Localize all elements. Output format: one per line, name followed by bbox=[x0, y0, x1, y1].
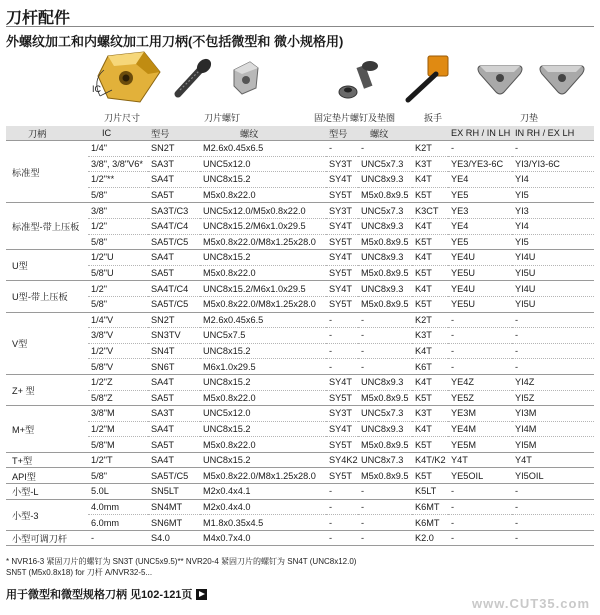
table-cell: YI5U bbox=[512, 265, 594, 281]
ic-label: IC bbox=[92, 84, 101, 94]
table-cell: - bbox=[512, 515, 594, 531]
table-cell: - bbox=[326, 484, 358, 500]
table-cell: K5T bbox=[412, 437, 448, 453]
table-cell: YE4U bbox=[448, 281, 512, 297]
table-cell: M2x0.4x4.0 bbox=[200, 499, 326, 515]
table-cell: K4T bbox=[412, 218, 448, 234]
table-cell: K2T bbox=[412, 312, 448, 328]
table-cell: YE4Z bbox=[448, 374, 512, 390]
table-cell: UNC5x12.0/M5x0.8x22.0 bbox=[200, 203, 326, 219]
table-cell: - bbox=[512, 328, 594, 344]
table-cell: K2.0 bbox=[412, 530, 448, 546]
table-cell: YE4 bbox=[448, 172, 512, 188]
table-cell: UNC8x9.3 bbox=[358, 250, 412, 266]
table-cell: K3T bbox=[412, 406, 448, 422]
table-cell: SN2T bbox=[148, 141, 200, 157]
table-cell: SY5T bbox=[326, 390, 358, 406]
table-cell: M5x0.8x9.5 bbox=[358, 296, 412, 312]
table-cell: 1/2"U bbox=[88, 250, 148, 266]
table-cell: M5x0.8x22.0/M8x1.25x28.0 bbox=[200, 296, 326, 312]
table-cell: SA3T bbox=[148, 406, 200, 422]
table-cell: K4T bbox=[412, 343, 448, 359]
table-cell: - bbox=[358, 343, 412, 359]
table-cell: YE3/YE3-6C bbox=[448, 156, 512, 172]
table-cell: YE5U bbox=[448, 296, 512, 312]
table-cell: M5x0.8x9.5 bbox=[358, 390, 412, 406]
table-cell: 1/2"M bbox=[88, 421, 148, 437]
table-cell: Y4T bbox=[448, 452, 512, 468]
table-cell: K5T bbox=[412, 296, 448, 312]
table-cell: - bbox=[358, 530, 412, 546]
holder-type-cell: V型 bbox=[6, 312, 88, 374]
table-cell: SN4MT bbox=[148, 499, 200, 515]
table-row bbox=[6, 343, 594, 359]
table-cell: - bbox=[326, 328, 358, 344]
table-cell: - bbox=[326, 515, 358, 531]
table-cell: - bbox=[326, 530, 358, 546]
table-cell: YE5 bbox=[448, 187, 512, 203]
table-row bbox=[6, 156, 594, 172]
table-row bbox=[6, 203, 594, 219]
table-cell: 1/2" bbox=[88, 218, 148, 234]
table-cell: - bbox=[512, 359, 594, 375]
table-cell: 1/2"T bbox=[88, 452, 148, 468]
table-cell: 5/8" bbox=[88, 468, 148, 484]
col-header: IC bbox=[88, 126, 148, 141]
table-cell: UNC5x12.0 bbox=[200, 406, 326, 422]
table-cell: YE4M bbox=[448, 421, 512, 437]
table-header-row bbox=[6, 126, 594, 141]
table-cell: SY3T bbox=[326, 156, 358, 172]
table-cell: UNC8x9.3 bbox=[358, 172, 412, 188]
table-cell: - bbox=[512, 499, 594, 515]
clamp-screw-caption: 固定垫片螺钉及垫圈 bbox=[314, 113, 396, 123]
table-cell: SA4T/C4 bbox=[148, 218, 200, 234]
table-cell: SA3T/C3 bbox=[148, 203, 200, 219]
holder-type-cell: 标准型-带上压板 bbox=[6, 203, 88, 250]
table-cell: YE4 bbox=[448, 218, 512, 234]
table-cell: UNC8x7.3 bbox=[358, 452, 412, 468]
table-cell: M2.6x0.45x6.5 bbox=[200, 312, 326, 328]
table-cell: - bbox=[448, 312, 512, 328]
table-cell: - bbox=[448, 515, 512, 531]
table-cell: SY3T bbox=[326, 203, 358, 219]
table-cell: YI3/YI3-6C bbox=[512, 156, 594, 172]
table-row bbox=[6, 468, 594, 484]
holder-type-cell: M+型 bbox=[6, 406, 88, 453]
table-row bbox=[6, 218, 594, 234]
table-cell: SA4T bbox=[148, 374, 200, 390]
table-cell: SA5T bbox=[148, 265, 200, 281]
table-cell: UNC8x15.2 bbox=[200, 250, 326, 266]
table-cell: SY3T bbox=[326, 406, 358, 422]
table-cell: 3/8" bbox=[88, 203, 148, 219]
table-cell: UNC8x15.2/M6x1.0x29.5 bbox=[200, 281, 326, 297]
table-cell: - bbox=[326, 343, 358, 359]
table-cell: YI4 bbox=[512, 218, 594, 234]
col-header bbox=[412, 126, 448, 141]
wrench-caption: 扳手 bbox=[424, 113, 443, 123]
table-cell: 5/8" bbox=[88, 234, 148, 250]
page-title: 刀杆配件 bbox=[6, 10, 71, 27]
table-cell: YI5 bbox=[512, 234, 594, 250]
table-cell: 5/8" bbox=[88, 296, 148, 312]
table-cell: - bbox=[448, 141, 512, 157]
table-cell: - bbox=[326, 359, 358, 375]
table-row bbox=[6, 437, 594, 453]
table-row bbox=[6, 187, 594, 203]
table-cell: S4.0 bbox=[148, 530, 200, 546]
col-header: 型号 bbox=[326, 126, 358, 141]
table-cell: - bbox=[358, 484, 412, 500]
table-cell: - bbox=[448, 499, 512, 515]
table-cell: K4T bbox=[412, 172, 448, 188]
table-row bbox=[6, 328, 594, 344]
table-cell: SN3TV bbox=[148, 328, 200, 344]
table-cell: 5/8"V bbox=[88, 359, 148, 375]
table-cell: SN6MT bbox=[148, 515, 200, 531]
table-cell: SY5T bbox=[326, 468, 358, 484]
table-cell: SA5T/C5 bbox=[148, 234, 200, 250]
table-cell: SN5LT bbox=[148, 484, 200, 500]
holder-type-cell: U型 bbox=[6, 250, 88, 281]
table-cell: M5x0.8x9.5 bbox=[358, 234, 412, 250]
holder-type-cell: 标准型 bbox=[6, 141, 88, 203]
table-cell: SA4T bbox=[148, 421, 200, 437]
watermark: www.CUT35.com bbox=[472, 596, 590, 611]
table-cell: M5x0.8x9.5 bbox=[358, 265, 412, 281]
table-cell: 1/2"V bbox=[88, 343, 148, 359]
holder-type-cell: 小型可调刀杆 bbox=[6, 530, 88, 546]
table-cell: K5LT bbox=[412, 484, 448, 500]
insert-screw-caption: 刀片螺钉 bbox=[204, 113, 241, 123]
table-cell: UNC8x15.2 bbox=[200, 374, 326, 390]
table-cell: - bbox=[512, 484, 594, 500]
table-cell: M6x1.0x29.5 bbox=[200, 359, 326, 375]
table-cell: SY4T bbox=[326, 250, 358, 266]
table-cell: - bbox=[326, 312, 358, 328]
table-cell: - bbox=[326, 499, 358, 515]
table-cell: YE5M bbox=[448, 437, 512, 453]
table-cell: K5T bbox=[412, 265, 448, 281]
table-row bbox=[6, 374, 594, 390]
table-row bbox=[6, 515, 594, 531]
table-row bbox=[6, 312, 594, 328]
table-cell: K4T bbox=[412, 374, 448, 390]
table-cell: SN2T bbox=[148, 312, 200, 328]
table-cell: YE5Z bbox=[448, 390, 512, 406]
table-cell: SY5T bbox=[326, 234, 358, 250]
shim-caption: 刀垫 bbox=[520, 113, 539, 123]
table-cell: - bbox=[448, 359, 512, 375]
table-cell: M5x0.8x22.0/M8x1.25x28.0 bbox=[200, 234, 326, 250]
holder-type-cell: U型-带上压板 bbox=[6, 281, 88, 312]
table-row bbox=[6, 281, 594, 297]
table-cell: K6MT bbox=[412, 499, 448, 515]
table-cell: YE5OIL bbox=[448, 468, 512, 484]
table-cell: K6T bbox=[412, 359, 448, 375]
table-cell: SY5T bbox=[326, 296, 358, 312]
col-header: 刀柄 bbox=[6, 126, 88, 141]
table-cell: 1/4"V bbox=[88, 312, 148, 328]
table-cell: M1.8x0.35x4.5 bbox=[200, 515, 326, 531]
table-cell: YI4U bbox=[512, 250, 594, 266]
table-cell: - bbox=[358, 359, 412, 375]
table-cell: UNC8x15.2 bbox=[200, 172, 326, 188]
table-cell: UNC8x15.2 bbox=[200, 421, 326, 437]
table-cell: M5x0.8x22.0 bbox=[200, 437, 326, 453]
table-cell: UNC8x15.2 bbox=[200, 452, 326, 468]
holder-type-cell: API型 bbox=[6, 468, 88, 484]
table-cell: K4T bbox=[412, 421, 448, 437]
table-cell: 3/8"V bbox=[88, 328, 148, 344]
table-cell: SA4T/C4 bbox=[148, 281, 200, 297]
table-cell: - bbox=[358, 312, 412, 328]
table-cell: 1/2" bbox=[88, 281, 148, 297]
table-row bbox=[6, 390, 594, 406]
table-cell: K2T bbox=[412, 141, 448, 157]
table-cell: SY4T bbox=[326, 218, 358, 234]
shim-left-image bbox=[474, 58, 526, 98]
table-cell: K3T bbox=[412, 156, 448, 172]
table-cell: SA5T bbox=[148, 437, 200, 453]
table-cell: UNC8x15.2/M6x1.0x29.5 bbox=[200, 218, 326, 234]
table-cell: YI3 bbox=[512, 203, 594, 219]
holder-type-cell: 小型-3 bbox=[6, 499, 88, 530]
table-cell: SY4T bbox=[326, 374, 358, 390]
table-cell: YI4Z bbox=[512, 374, 594, 390]
table-row bbox=[6, 234, 594, 250]
page-subtitle: 外螺纹加工和内螺纹加工用刀柄(不包括微型和 微小规格用) bbox=[6, 34, 344, 49]
col-header: IN RH / EX LH bbox=[512, 126, 594, 141]
table-cell: M5x0.8x22.0/M8x1.25x28.0 bbox=[200, 468, 326, 484]
table-cell: SN4T bbox=[148, 343, 200, 359]
table-cell: M5x0.8x22.0 bbox=[200, 390, 326, 406]
table-row bbox=[6, 296, 594, 312]
table-cell: UNC8x15.2 bbox=[200, 343, 326, 359]
table-row bbox=[6, 484, 594, 500]
table-cell: 1/2"** bbox=[88, 172, 148, 188]
table-cell: YI5M bbox=[512, 437, 594, 453]
table-cell: K3T bbox=[412, 328, 448, 344]
table-cell: UNC5x7.3 bbox=[358, 203, 412, 219]
table-row bbox=[6, 359, 594, 375]
accessories-table bbox=[6, 126, 594, 546]
table-cell: SY5T bbox=[326, 265, 358, 281]
table-cell: SA4T bbox=[148, 172, 200, 188]
table-row bbox=[6, 141, 594, 157]
table-cell: 3/8"M bbox=[88, 406, 148, 422]
col-header: 螺纹 bbox=[200, 126, 326, 141]
table-cell: M5x0.8x9.5 bbox=[358, 187, 412, 203]
table-cell: - bbox=[512, 343, 594, 359]
table-cell: YI5Z bbox=[512, 390, 594, 406]
table-cell: - bbox=[88, 530, 148, 546]
table-cell: 6.0mm bbox=[88, 515, 148, 531]
col-header: 螺纹 bbox=[358, 126, 412, 141]
see-pages-link[interactable] bbox=[6, 586, 207, 602]
table-cell: YE4U bbox=[448, 250, 512, 266]
title-divider bbox=[6, 26, 594, 27]
table-cell: UNC8x9.3 bbox=[358, 281, 412, 297]
table-cell: SN6T bbox=[148, 359, 200, 375]
table-cell: UNC5x7.3 bbox=[358, 406, 412, 422]
table-cell: M5x0.8x9.5 bbox=[358, 468, 412, 484]
table-cell: SY4T bbox=[326, 172, 358, 188]
table-cell: UNC5x12.0 bbox=[200, 156, 326, 172]
see-pages-label: 用于微型和微型规格刀柄 见102-121页 bbox=[6, 589, 193, 601]
table-cell: YE5U bbox=[448, 265, 512, 281]
table-cell: 5/8"Z bbox=[88, 390, 148, 406]
table-cell: M2.6x0.45x6.5 bbox=[200, 141, 326, 157]
table-cell: 5/8" bbox=[88, 187, 148, 203]
table-cell: YE3M bbox=[448, 406, 512, 422]
table-cell: - bbox=[448, 343, 512, 359]
table-cell: UNC8x9.3 bbox=[358, 421, 412, 437]
table-cell: 4.0mm bbox=[88, 499, 148, 515]
table-cell: K4T bbox=[412, 250, 448, 266]
table-cell: M2x0.4x4.1 bbox=[200, 484, 326, 500]
table-cell: SA5T bbox=[148, 187, 200, 203]
table-cell: YI4 bbox=[512, 172, 594, 188]
table-cell: - bbox=[326, 141, 358, 157]
table-cell: - bbox=[512, 141, 594, 157]
table-cell: K3CT bbox=[412, 203, 448, 219]
table-cell: - bbox=[448, 484, 512, 500]
table-cell: SA5T bbox=[148, 390, 200, 406]
table-cell: M5x0.8x22.0 bbox=[200, 187, 326, 203]
table-cell: SY4T bbox=[326, 421, 358, 437]
table-cell: 3/8", 3/8"V6* bbox=[88, 156, 148, 172]
table-row bbox=[6, 421, 594, 437]
table-cell: 5/8"U bbox=[88, 265, 148, 281]
table-cell: UNC8x9.3 bbox=[358, 374, 412, 390]
insert-screw-image bbox=[168, 56, 214, 102]
col-header: 型号 bbox=[148, 126, 200, 141]
table-row bbox=[6, 172, 594, 188]
table-cell: M4x0.7x4.0 bbox=[200, 530, 326, 546]
table-cell: - bbox=[358, 515, 412, 531]
table-cell: M5x0.8x9.5 bbox=[358, 437, 412, 453]
table-cell: K5T bbox=[412, 187, 448, 203]
insert-size-caption: 刀片尺寸 bbox=[104, 113, 141, 123]
holder-type-cell: 小型-L bbox=[6, 484, 88, 500]
table-cell: YI3M bbox=[512, 406, 594, 422]
table-cell: K4T bbox=[412, 281, 448, 297]
table-cell: UNC8x9.3 bbox=[358, 218, 412, 234]
footnote-line-1: * NVR16-3 紧固刀片的螺钉为 SN3T (UNC5x9.5)** NVR20-4 紧固刀片的螺钉为 SN4T (UNC8x12.0) bbox=[6, 557, 357, 566]
shim-screw-washer-image bbox=[334, 58, 384, 104]
footnote-line-2: SN5T (M5x0.8x18) for 刀杆 A/NVR32-5... bbox=[6, 568, 153, 577]
table-cell: SA5T/C5 bbox=[148, 296, 200, 312]
table-cell: Y4T bbox=[512, 452, 594, 468]
table-cell: YE3 bbox=[448, 203, 512, 219]
table-cell: M5x0.8x22.0 bbox=[200, 265, 326, 281]
table-cell: 5/8"M bbox=[88, 437, 148, 453]
table-cell: YI5 bbox=[512, 187, 594, 203]
table-cell: SA4T bbox=[148, 250, 200, 266]
table-cell: - bbox=[512, 530, 594, 546]
table-cell: K5T bbox=[412, 234, 448, 250]
table-row bbox=[6, 250, 594, 266]
table-row bbox=[6, 406, 594, 422]
holder-type-cell: T+型 bbox=[6, 452, 88, 468]
clamp-image bbox=[228, 58, 264, 98]
table-cell: SY4K2 bbox=[326, 452, 358, 468]
table-cell: - bbox=[358, 328, 412, 344]
table-cell: YE5 bbox=[448, 234, 512, 250]
table-cell: K4T/K2 bbox=[412, 452, 448, 468]
threading-insert-image bbox=[78, 50, 168, 108]
table-cell: - bbox=[448, 530, 512, 546]
holder-type-cell: Z+ 型 bbox=[6, 374, 88, 405]
table-cell: UNC5x7.3 bbox=[358, 156, 412, 172]
table-cell: YI4U bbox=[512, 281, 594, 297]
table-cell: YI5U bbox=[512, 296, 594, 312]
table-row bbox=[6, 530, 594, 546]
wrench-image bbox=[398, 54, 462, 106]
table-cell: 1/2"Z bbox=[88, 374, 148, 390]
accessory-graphics bbox=[0, 48, 600, 128]
table-row bbox=[6, 499, 594, 515]
table-cell: SY5T bbox=[326, 187, 358, 203]
table-cell: - bbox=[512, 312, 594, 328]
table-row bbox=[6, 265, 594, 281]
table-cell: YI5OIL bbox=[512, 468, 594, 484]
table-cell: K6MT bbox=[412, 515, 448, 531]
table-cell: - bbox=[358, 141, 412, 157]
table-cell: UNC5x7.5 bbox=[200, 328, 326, 344]
table-cell: SY4T bbox=[326, 281, 358, 297]
table-cell: - bbox=[448, 328, 512, 344]
table-cell: 1/4" bbox=[88, 141, 148, 157]
table-cell: SA5T/C5 bbox=[148, 468, 200, 484]
table-cell: K5T bbox=[412, 468, 448, 484]
table-cell: SY5T bbox=[326, 437, 358, 453]
table-cell: YI4M bbox=[512, 421, 594, 437]
table-cell: SA3T bbox=[148, 156, 200, 172]
shim-right-image bbox=[536, 58, 588, 98]
table-cell: SA4T bbox=[148, 452, 200, 468]
col-header: EX RH / IN LH bbox=[448, 126, 512, 141]
table-row bbox=[6, 452, 594, 468]
table-cell: K5T bbox=[412, 390, 448, 406]
table-cell: - bbox=[358, 499, 412, 515]
table-cell: 5.0L bbox=[88, 484, 148, 500]
arrow-right-icon bbox=[196, 589, 207, 600]
